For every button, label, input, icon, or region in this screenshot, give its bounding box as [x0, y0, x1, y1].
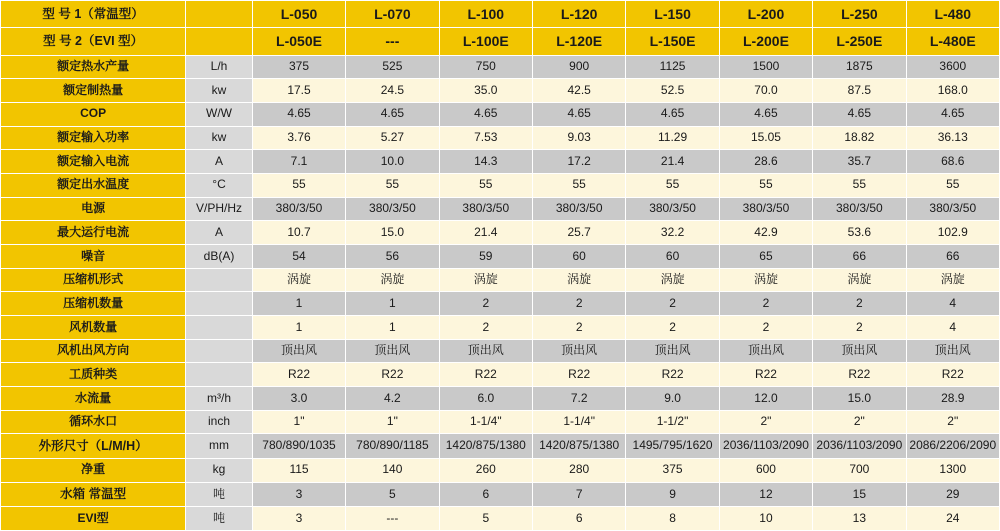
table-cell: 380/3/50	[439, 197, 532, 221]
row-unit: mm	[186, 434, 253, 459]
table-row	[1, 197, 1000, 221]
table-cell: 1420/875/1380	[439, 434, 532, 459]
table-cell: 1-1/4"	[439, 410, 532, 434]
table-cell: 3.0	[252, 387, 345, 411]
table-cell: 顶出风	[439, 339, 532, 363]
table-cell: 55	[626, 174, 719, 198]
table-cell: 14.3	[439, 150, 532, 174]
table-cell: 1125	[626, 55, 719, 79]
table-row	[1, 434, 1000, 459]
table-row	[1, 245, 1000, 269]
row-label: EVI型	[1, 507, 186, 531]
table-cell: 1"	[252, 410, 345, 434]
table-cell: 35.7	[813, 150, 906, 174]
table-cell: 15.0	[813, 387, 906, 411]
row-label: 风机出风方向	[1, 339, 186, 363]
table-cell: 260	[439, 459, 532, 483]
table-cell: 17.2	[532, 150, 625, 174]
table-cell: 涡旋	[906, 268, 999, 292]
table-cell: 102.9	[906, 221, 999, 245]
table-cell: 1	[252, 292, 345, 316]
row-unit: 吨	[186, 482, 253, 507]
table-row	[1, 79, 1000, 103]
table-cell: 9	[626, 482, 719, 507]
table-cell: L-250	[813, 1, 906, 28]
table-cell: 168.0	[906, 79, 999, 103]
table-cell: 1300	[906, 459, 999, 483]
table-cell: 59	[439, 245, 532, 269]
table-cell: 2	[439, 316, 532, 340]
table-cell: 4	[906, 316, 999, 340]
table-cell: 2	[532, 292, 625, 316]
table-cell: ---	[346, 507, 439, 531]
table-cell: 涡旋	[626, 268, 719, 292]
table-cell: 55	[813, 174, 906, 198]
table-cell: 4.65	[439, 103, 532, 127]
table-cell: L-050	[252, 1, 345, 28]
table-cell: 87.5	[813, 79, 906, 103]
table-cell: 3	[252, 507, 345, 531]
table-cell: 顶出风	[252, 339, 345, 363]
table-cell: 36.13	[906, 126, 999, 150]
table-cell: R22	[626, 363, 719, 387]
table-cell: 顶出风	[719, 339, 812, 363]
table-body	[1, 1, 1000, 531]
table-cell: 750	[439, 55, 532, 79]
table-cell: 70.0	[719, 79, 812, 103]
table-row	[1, 339, 1000, 363]
table-cell: 涡旋	[439, 268, 532, 292]
table-cell: 66	[906, 245, 999, 269]
table-cell: 900	[532, 55, 625, 79]
table-cell: 2"	[719, 410, 812, 434]
table-cell: 52.5	[626, 79, 719, 103]
row-unit: dB(A)	[186, 245, 253, 269]
table-cell: 顶出风	[346, 339, 439, 363]
table-cell: 60	[626, 245, 719, 269]
table-cell: 68.6	[906, 150, 999, 174]
table-cell: 42.9	[719, 221, 812, 245]
table-cell: 32.2	[626, 221, 719, 245]
table-row	[1, 363, 1000, 387]
table-cell: L-070	[346, 1, 439, 28]
table-cell: 55	[439, 174, 532, 198]
table-cell: 4.2	[346, 387, 439, 411]
table-cell: 380/3/50	[813, 197, 906, 221]
table-row	[1, 482, 1000, 507]
row-unit: °C	[186, 174, 253, 198]
table-cell: 涡旋	[532, 268, 625, 292]
table-row	[1, 507, 1000, 531]
table-row	[1, 459, 1000, 483]
row-unit: m³/h	[186, 387, 253, 411]
table-cell: 顶出风	[626, 339, 719, 363]
table-cell: 21.4	[439, 221, 532, 245]
table-cell: 12	[719, 482, 812, 507]
table-cell: 24.5	[346, 79, 439, 103]
table-cell: 9.03	[532, 126, 625, 150]
table-cell: 8	[626, 507, 719, 531]
table-cell: L-480E	[906, 28, 999, 55]
table-cell: 9.0	[626, 387, 719, 411]
table-cell: 380/3/50	[719, 197, 812, 221]
table-cell: 2	[813, 292, 906, 316]
table-cell: 66	[813, 245, 906, 269]
table-cell: 4.65	[813, 103, 906, 127]
table-cell: 10.7	[252, 221, 345, 245]
table-cell: 115	[252, 459, 345, 483]
table-row	[1, 55, 1000, 79]
row-unit: 吨	[186, 507, 253, 531]
row-unit	[186, 1, 253, 28]
table-cell: 5.27	[346, 126, 439, 150]
table-cell: 780/890/1185	[346, 434, 439, 459]
table-cell: 4.65	[532, 103, 625, 127]
table-cell: 5	[346, 482, 439, 507]
table-row	[1, 387, 1000, 411]
table-cell: 2"	[813, 410, 906, 434]
table-cell: 10.0	[346, 150, 439, 174]
table-cell: 11.29	[626, 126, 719, 150]
table-cell: L-120	[532, 1, 625, 28]
table-cell: 2036/1103/2090	[719, 434, 812, 459]
table-cell: 5	[439, 507, 532, 531]
table-cell: 42.5	[532, 79, 625, 103]
table-cell: 380/3/50	[532, 197, 625, 221]
row-label: 风机数量	[1, 316, 186, 340]
table-cell: 2	[439, 292, 532, 316]
table-cell: 15	[813, 482, 906, 507]
table-cell: 21.4	[626, 150, 719, 174]
table-cell: 7.1	[252, 150, 345, 174]
table-cell: 6.0	[439, 387, 532, 411]
row-unit	[186, 339, 253, 363]
table-cell: 780/890/1035	[252, 434, 345, 459]
table-cell: 140	[346, 459, 439, 483]
table-cell: L-100E	[439, 28, 532, 55]
row-label: 工质种类	[1, 363, 186, 387]
table-cell: 1495/795/1620	[626, 434, 719, 459]
table-cell: 涡旋	[252, 268, 345, 292]
table-cell: 2	[719, 316, 812, 340]
table-row	[1, 103, 1000, 127]
table-row	[1, 292, 1000, 316]
row-unit: kw	[186, 126, 253, 150]
table-row	[1, 150, 1000, 174]
row-label: 循环水口	[1, 410, 186, 434]
table-cell: 3	[252, 482, 345, 507]
table-cell: 1	[346, 316, 439, 340]
row-label: 型 号 2（EVI 型）	[1, 28, 186, 55]
table-cell: R22	[252, 363, 345, 387]
table-cell: 380/3/50	[346, 197, 439, 221]
table-cell: 55	[346, 174, 439, 198]
table-cell: 24	[906, 507, 999, 531]
table-cell: 7.53	[439, 126, 532, 150]
row-unit	[186, 292, 253, 316]
table-row	[1, 221, 1000, 245]
table-cell: R22	[906, 363, 999, 387]
row-label: 额定输入电流	[1, 150, 186, 174]
table-cell: 4.65	[252, 103, 345, 127]
row-unit: inch	[186, 410, 253, 434]
row-unit	[186, 28, 253, 55]
table-cell: 4.65	[906, 103, 999, 127]
table-cell: 6	[439, 482, 532, 507]
table-row	[1, 28, 1000, 55]
row-unit: W/W	[186, 103, 253, 127]
table-cell: 2	[813, 316, 906, 340]
table-cell: 10	[719, 507, 812, 531]
table-cell: 4.65	[719, 103, 812, 127]
table-cell: 2	[626, 316, 719, 340]
row-label: 额定输入功率	[1, 126, 186, 150]
row-label: 外形尺寸（L/M/H）	[1, 434, 186, 459]
row-label: 噪音	[1, 245, 186, 269]
row-label: 水箱 常温型	[1, 482, 186, 507]
table-cell: 15.0	[346, 221, 439, 245]
table-cell: R22	[813, 363, 906, 387]
table-cell: 2"	[906, 410, 999, 434]
table-cell: R22	[346, 363, 439, 387]
table-cell: 3.76	[252, 126, 345, 150]
table-cell: 29	[906, 482, 999, 507]
table-cell: 375	[626, 459, 719, 483]
table-cell: L-480	[906, 1, 999, 28]
table-cell: 380/3/50	[252, 197, 345, 221]
table-cell: 顶出风	[813, 339, 906, 363]
table-cell: 1	[252, 316, 345, 340]
table-cell: 1	[346, 292, 439, 316]
table-cell: 54	[252, 245, 345, 269]
table-cell: 2036/1103/2090	[813, 434, 906, 459]
table-cell: R22	[439, 363, 532, 387]
table-cell: 55	[906, 174, 999, 198]
row-label: 额定制热量	[1, 79, 186, 103]
table-row	[1, 268, 1000, 292]
table-cell: 700	[813, 459, 906, 483]
table-cell: 12.0	[719, 387, 812, 411]
table-cell: L-150	[626, 1, 719, 28]
table-cell: L-200E	[719, 28, 812, 55]
table-cell: R22	[532, 363, 625, 387]
table-cell: 6	[532, 507, 625, 531]
table-cell: 15.05	[719, 126, 812, 150]
table-cell: 2	[719, 292, 812, 316]
row-label: 压缩机形式	[1, 268, 186, 292]
table-cell: 2	[532, 316, 625, 340]
table-cell: 375	[252, 55, 345, 79]
table-cell: 17.5	[252, 79, 345, 103]
table-cell: L-050E	[252, 28, 345, 55]
table-cell: 55	[532, 174, 625, 198]
table-cell: 1-1/2"	[626, 410, 719, 434]
row-label: 最大运行电流	[1, 221, 186, 245]
row-unit	[186, 268, 253, 292]
row-unit: kw	[186, 79, 253, 103]
row-unit: kg	[186, 459, 253, 483]
row-label: 额定热水产量	[1, 55, 186, 79]
table-cell: 7	[532, 482, 625, 507]
row-label: 净重	[1, 459, 186, 483]
row-unit: A	[186, 221, 253, 245]
table-cell: L-120E	[532, 28, 625, 55]
table-cell: 60	[532, 245, 625, 269]
table-cell: 55	[719, 174, 812, 198]
table-row	[1, 1, 1000, 28]
table-cell: 56	[346, 245, 439, 269]
table-cell: 380/3/50	[626, 197, 719, 221]
table-cell: 25.7	[532, 221, 625, 245]
table-cell: L-100	[439, 1, 532, 28]
table-cell: 7.2	[532, 387, 625, 411]
row-label: COP	[1, 103, 186, 127]
table-cell: 28.6	[719, 150, 812, 174]
table-cell: R22	[719, 363, 812, 387]
table-cell: 4	[906, 292, 999, 316]
table-cell: 顶出风	[532, 339, 625, 363]
table-cell: 280	[532, 459, 625, 483]
table-cell: 3600	[906, 55, 999, 79]
row-unit: V/PH/Hz	[186, 197, 253, 221]
table-cell: 顶出风	[906, 339, 999, 363]
table-cell: 380/3/50	[906, 197, 999, 221]
table-cell: 1500	[719, 55, 812, 79]
row-unit: A	[186, 150, 253, 174]
row-label: 额定出水温度	[1, 174, 186, 198]
table-row	[1, 316, 1000, 340]
table-cell: 1-1/4"	[532, 410, 625, 434]
table-cell: 18.82	[813, 126, 906, 150]
table-cell: L-250E	[813, 28, 906, 55]
row-label: 压缩机数量	[1, 292, 186, 316]
table-cell: 2086/2206/2090	[906, 434, 999, 459]
table-cell: 4.65	[626, 103, 719, 127]
table-cell: 525	[346, 55, 439, 79]
table-cell: 1875	[813, 55, 906, 79]
table-cell: 53.6	[813, 221, 906, 245]
table-cell: L-150E	[626, 28, 719, 55]
table-cell: 涡旋	[346, 268, 439, 292]
table-cell: 13	[813, 507, 906, 531]
row-unit: L/h	[186, 55, 253, 79]
table-cell: 55	[252, 174, 345, 198]
table-cell: 65	[719, 245, 812, 269]
table-cell: 涡旋	[813, 268, 906, 292]
table-cell: 1"	[346, 410, 439, 434]
table-cell: 涡旋	[719, 268, 812, 292]
table-cell: 2	[626, 292, 719, 316]
row-label: 水流量	[1, 387, 186, 411]
row-unit	[186, 363, 253, 387]
table-cell: 600	[719, 459, 812, 483]
row-unit	[186, 316, 253, 340]
table-cell: ---	[346, 28, 439, 55]
row-label: 电源	[1, 197, 186, 221]
row-label: 型 号 1（常温型）	[1, 1, 186, 28]
table-cell: 35.0	[439, 79, 532, 103]
table-cell: L-200	[719, 1, 812, 28]
table-cell: 1420/875/1380	[532, 434, 625, 459]
table-row	[1, 174, 1000, 198]
table-row	[1, 126, 1000, 150]
table-cell: 28.9	[906, 387, 999, 411]
table-row	[1, 410, 1000, 434]
table-cell: 4.65	[346, 103, 439, 127]
